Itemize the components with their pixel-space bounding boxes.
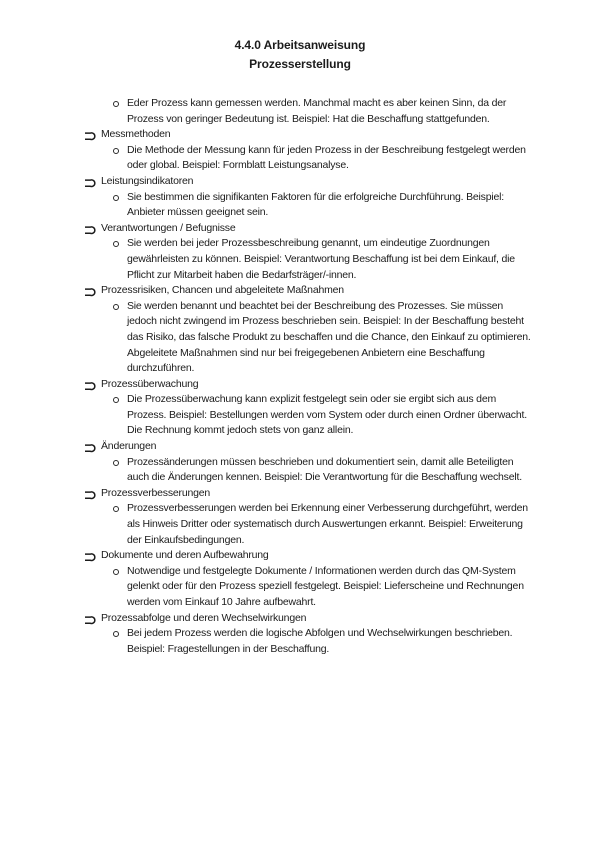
list-item-text: Prozessverbesserungen werden bei Erkennung einer Verbesserung durchgeführt, werden als Hinweis Dritter oder systematisch durch Auswertungen erkannt. Beispiel: Erweiterung der Einkaufsbedingungen. (127, 502, 528, 546)
list-item-label: Prozessüberwachung (101, 377, 199, 390)
bullet-list (84, 96, 536, 657)
list-item-level2 (84, 455, 536, 486)
list-item-text: Sie werden bei jeder Prozessbeschreibung genannt, um eindeutige Zuordnungen gewährleisten zu können. Beispiel: Verantwortung Beschaffung ist bei dem Einkauf, die Pflicht zur Mitarbeit haben die Bedarfsträger/-innen. (127, 237, 515, 281)
list-item-label: Leistungsindikatoren (101, 174, 194, 187)
list-item-label: Änderungen (101, 440, 157, 453)
loop-arrow-bullet-icon (84, 489, 97, 500)
list-item-level1 (84, 377, 536, 393)
list-item-label: Prozessverbesserungen (101, 486, 211, 499)
list-item-level2 (84, 143, 536, 174)
loop-arrow-bullet-icon (84, 614, 97, 625)
list-item-label: Messmethoden (101, 128, 171, 141)
list-item-text: Prozessänderungen müssen beschrieben und dokumentiert sein, damit alle Beteiligten auch die Änderungen kennen. Beispiel: Die Verantwortung für die Beschaffung wechselt. (127, 455, 522, 484)
list-item-level2 (84, 96, 536, 127)
list-item-text: Sie werden benannt und beachtet bei der Beschreibung des Prozesses. Sie müssen jedoch nicht zwingend im Prozess beschrieben sein. Beispiel: In der Beschaffung besteht das Risiko, das falsche Produkt zu beschaffen und die Chance, den Einkauf zu optimieren. Abgeleitete Maßnahmen sind nur bei freigegebenen Anbietern eine Beschaffung durchzuführen. (127, 299, 531, 375)
open-circle-bullet-icon (113, 195, 119, 201)
list-item-text: Eder Prozess kann gemessen werden. Manchmal macht es aber keinen Sinn, da der Prozess von geringer Bedeutung ist. Beispiel: Hat die Beschaffung stattgefunden. (127, 97, 507, 125)
list-item-level2 (84, 299, 536, 377)
open-circle-bullet-icon (113, 304, 119, 310)
list-item-text: Sie bestimmen die signifikanten Faktoren für die erfolgreiche Durchführung. Beispiel: Anbieter müssen geeignet sein. (127, 190, 504, 219)
loop-arrow-bullet-icon (84, 130, 97, 141)
list-item-label: Prozessrisiken, Chancen und abgeleitete Maßnahmen (101, 284, 344, 297)
list-item-text: Bei jedem Prozess werden die logische Abfolgen und Wechselwirkungen beschrieben. Beispiel: Fragestellungen in der Beschaffung. (127, 627, 513, 655)
loop-arrow-bullet-icon (84, 380, 97, 391)
list-item-level2 (84, 392, 536, 439)
list-item-label: Prozessabfolge und deren Wechselwirkungen (101, 611, 307, 624)
list-item-level1 (84, 127, 536, 143)
list-item-level2 (84, 190, 536, 221)
list-item-text: Die Methode der Messung kann für jeden Prozess in der Beschreibung festgelegt werden oder global. Beispiel: Formblatt Leistungsanalyse. (127, 143, 526, 172)
loop-arrow-bullet-icon (84, 286, 97, 297)
list-item-level1 (84, 221, 536, 237)
list-item-level1 (84, 174, 536, 190)
loop-arrow-bullet-icon (84, 442, 97, 453)
list-item-level1 (84, 486, 536, 502)
list-item-level1 (84, 283, 536, 299)
list-item-level1 (84, 611, 536, 627)
loop-arrow-bullet-icon (84, 224, 97, 235)
list-item-level1 (84, 439, 536, 455)
list-item-level1 (84, 548, 536, 564)
open-circle-bullet-icon (113, 241, 119, 247)
open-circle-bullet-icon (113, 148, 119, 154)
open-circle-bullet-icon (113, 569, 119, 575)
open-circle-bullet-icon (113, 397, 119, 403)
open-circle-bullet-icon (113, 101, 119, 107)
loop-arrow-bullet-icon (84, 177, 97, 188)
list-item-level2 (84, 236, 536, 283)
list-item-level2 (84, 501, 536, 548)
open-circle-bullet-icon (113, 631, 119, 637)
open-circle-bullet-icon (113, 506, 119, 512)
list-item-level2 (84, 564, 536, 611)
open-circle-bullet-icon (113, 460, 119, 466)
list-item-text: Notwendige und festgelegte Dokumente / Informationen werden durch das QM-System gelenkt oder für den Prozess speziell festgelegt. Beispiel: Lieferscheine und Rechnungen werden vom Einkauf 10 Jahre aufbewahrt. (127, 564, 524, 608)
list-item-level2 (84, 626, 536, 657)
list-item-label: Verantwortungen / Befugnisse (101, 221, 236, 234)
list-item-text: Die Prozessüberwachung kann explizit festgelegt sein oder sie ergibt sich aus dem Prozess. Beispiel: Bestellungen werden vom System oder durch einen Ordner überwacht. Die Rechnung kommt jedoch stets von ganz allein. (127, 393, 527, 437)
title-line-1: 4.4.0 Arbeitsanweisung (234, 38, 366, 52)
loop-arrow-bullet-icon (84, 551, 97, 562)
list-item-label: Dokumente und deren Aufbewahrung (101, 549, 269, 562)
document-title (0, 36, 600, 74)
title-line-2: Prozesserstellung (249, 57, 351, 71)
